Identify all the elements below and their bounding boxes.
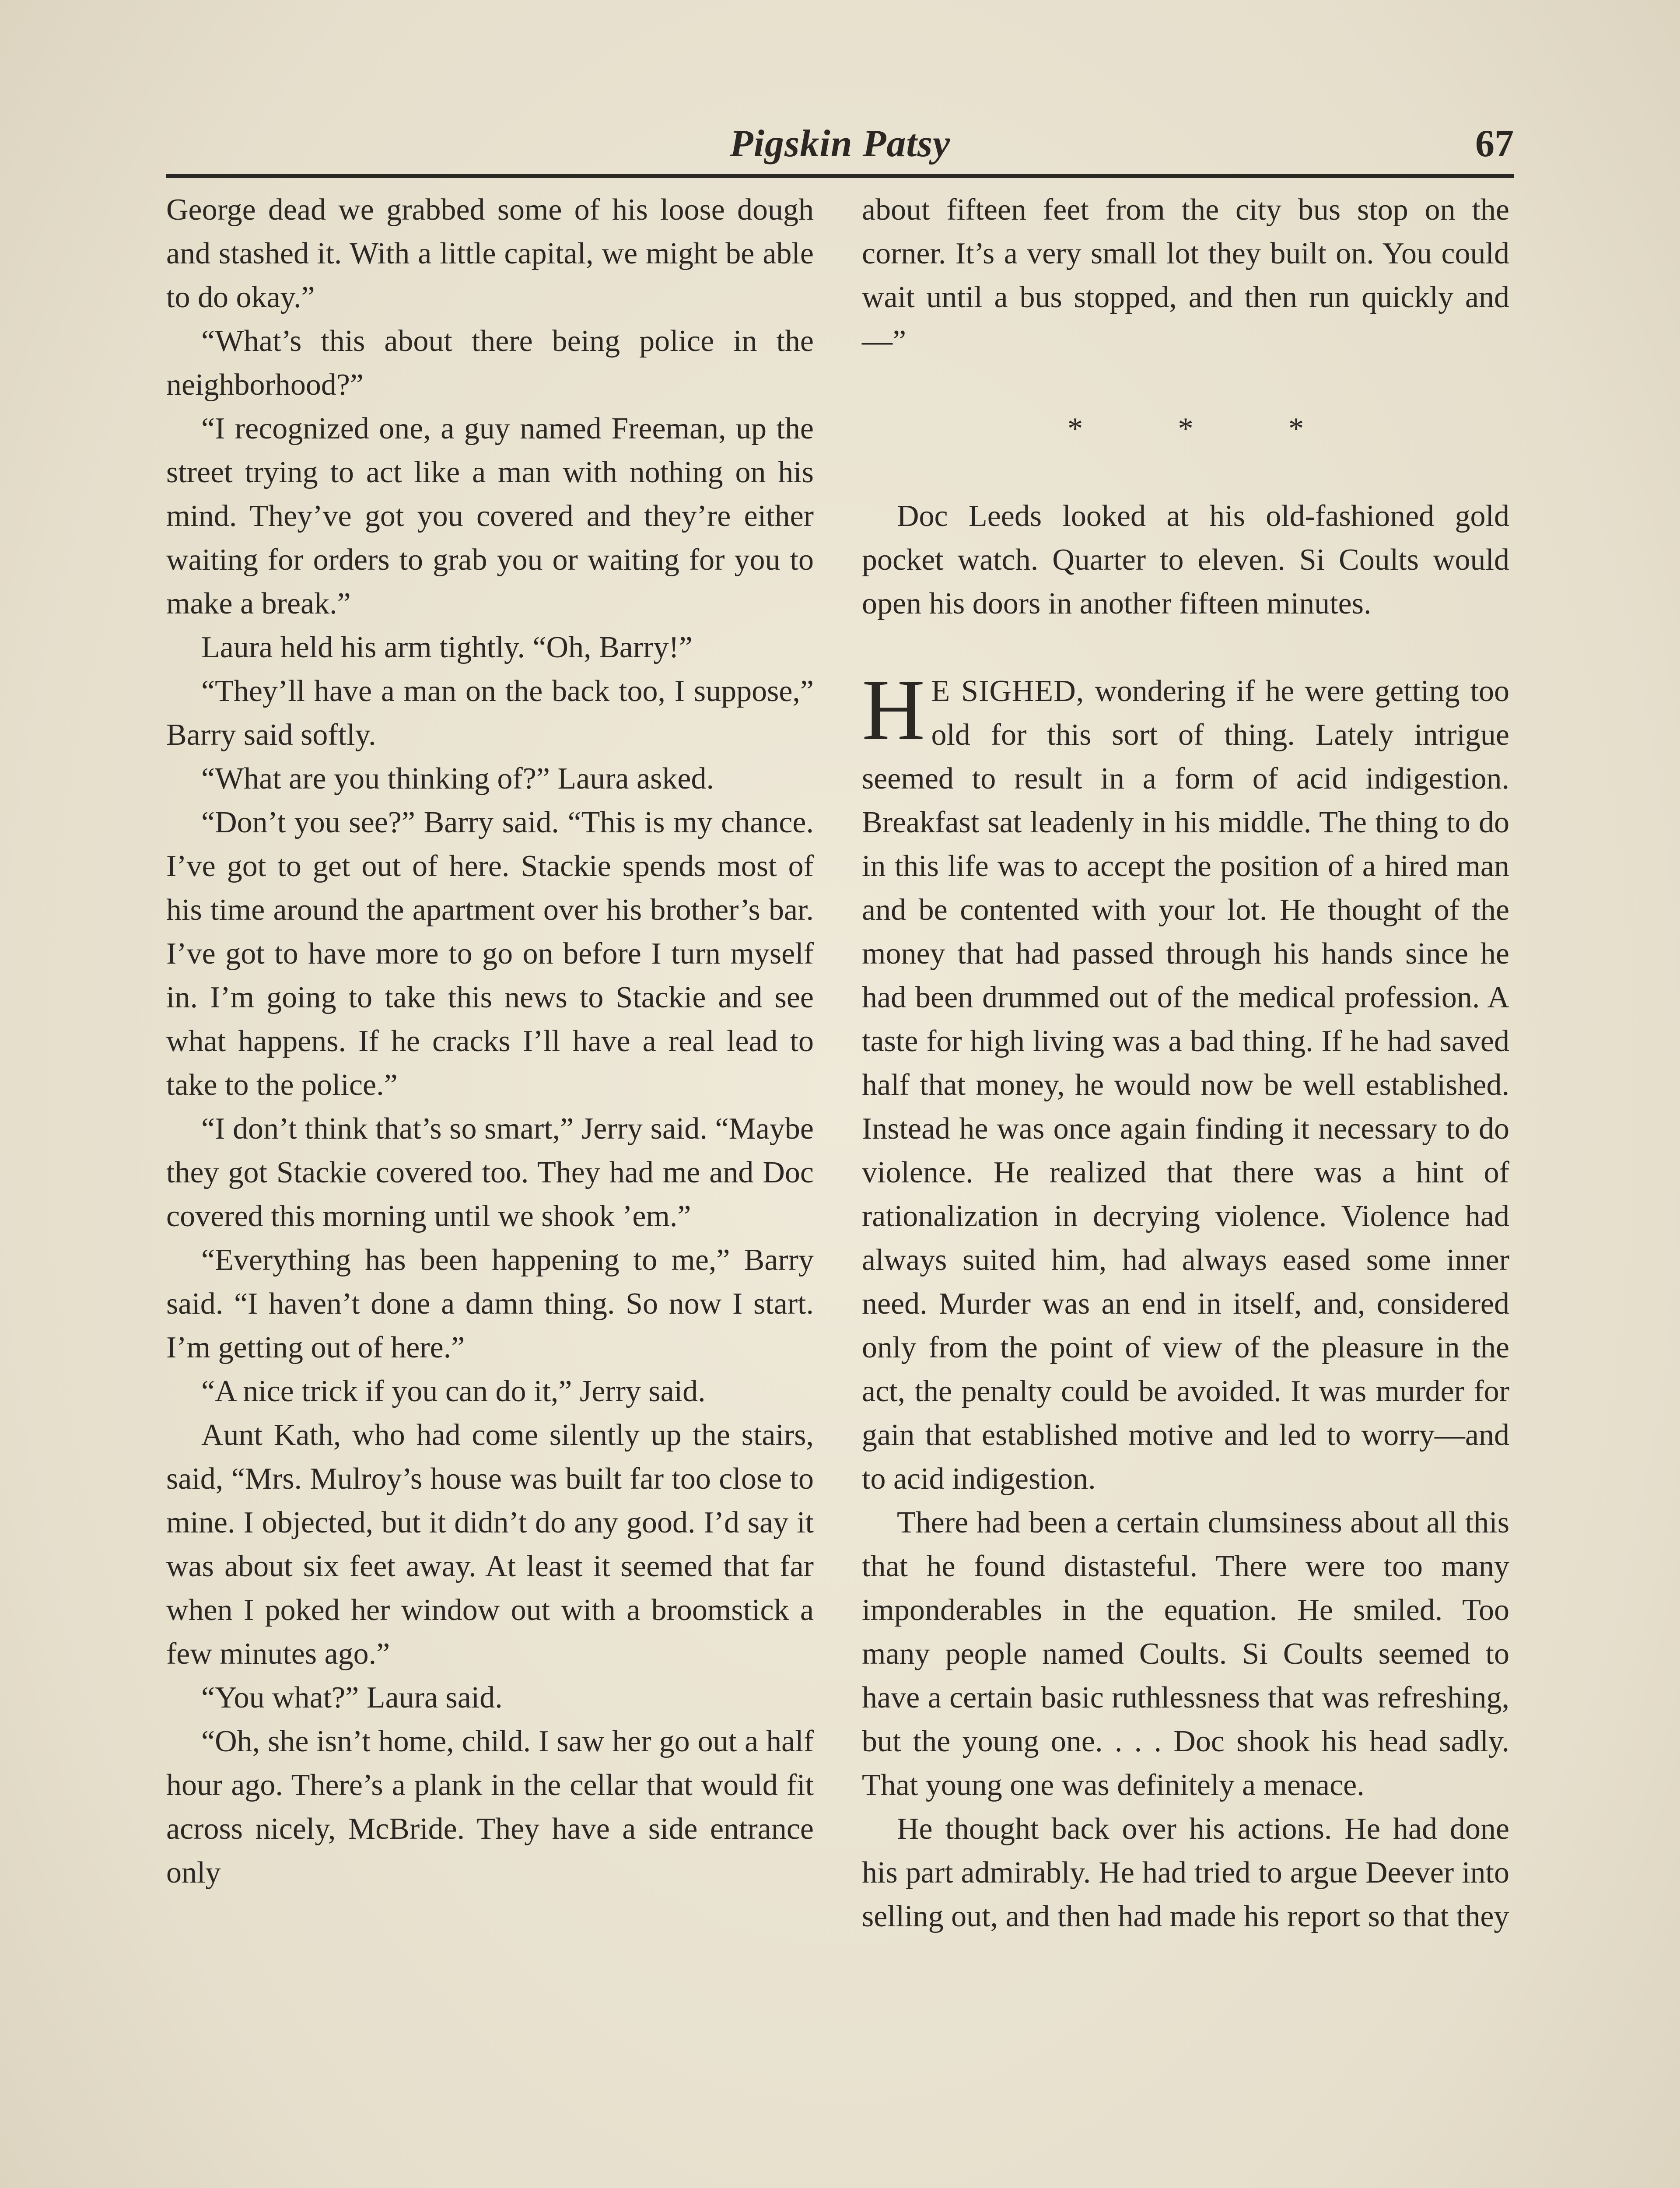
scene-break: * * *	[1068, 412, 1348, 445]
paragraph: Laura held his arm tightly. “Oh, Barry!”	[201, 631, 693, 664]
paragraph: “Oh, she isn’t home, child. I saw her go out a half hour ago. There’s a plank in the cellar that would fit across nicely, McBride. They have a side entrance only	[166, 1725, 814, 1890]
paragraph: “You what?” Laura said.	[201, 1681, 503, 1715]
right-column	[862, 188, 1509, 1939]
dropcap-paragraph-text: wondering if he were getting too old for this sort of thing. Lately intrigue seemed to result in a form of acid indigestion. Breakfast sat leadenly in his middle. The thing to do in this life was to accept the position of a hired man and be contented with your lot. He thought of the money that had passed through his hands since he had been drummed out of the medical profession. A taste for high living was a bad thing. If he had saved half that money, he would now be well established. Instead he was once again finding it necessary to do violence. He realized that there was a hint of rationalization in decrying violence. Violence had always suited him, had always eased some inner need. Murder was an end in itself, and, considered only from the point of view of the pleasure in the act, the penalty could be avoided. It was murder for gain that established motive and led to worry—and to acid indigestion.	[862, 674, 1509, 1496]
paragraph: “Everything has been happening to me,” Barry said. “I haven’t done a damn thing. So now I start. I’m getting out of here.”	[166, 1243, 814, 1364]
paragraph: “What are you thinking of?” Laura asked.	[201, 762, 714, 796]
paragraph: about fifteen feet from the city bus stop on the corner. It’s a very small lot they built on. You could wait until a bus stopped, and then run quickly and—”	[862, 193, 1509, 358]
header-rule	[166, 174, 1514, 178]
paragraph: There had been a certain clumsiness about all this that he found distasteful. There were too many imponderables in the equation. He smiled. Too many people named Coults. Si Coults seemed to have a certain basic ruthlessness that was refreshing, but the young one. . . . Doc shook his head sadly. That young one was definitely a menace.	[862, 1506, 1509, 1802]
paragraph: Doc Leeds looked at his old-fashioned gold pocket watch. Quarter to eleven. Si Coults would open his doors in another fifteen minutes.	[862, 499, 1509, 621]
page-header	[166, 118, 1514, 171]
paragraph: George dead we grabbed some of his loose dough and stashed it. With a little capital, we might be able to do okay.”	[166, 193, 814, 314]
paragraph: Aunt Kath, who had come silently up the stairs, said, “Mrs. Mulroy’s house was built far too close to mine. I objected, but it didn’t do any good. I’d say it was about six feet away. At least it seemed that far when I poked her window out with a broomstick a few minutes ago.”	[166, 1418, 814, 1671]
left-column	[166, 188, 814, 1895]
dropcap-paragraph	[862, 662, 1509, 1501]
drop-cap: H	[862, 662, 925, 758]
paragraph: “Don’t you see?” Barry said. “This is my chance. I’ve got to get out of here. Stackie spends most of his time around the apartment over his brother’s bar. I’ve got to have more to go on before I turn myself in. I’m going to take this news to Stackie and see what happens. If he cracks I’ll have a real lead to take to the police.”	[166, 806, 814, 1102]
lead-in: E SIGHED,	[931, 674, 1085, 708]
paragraph: He thought back over his actions. He had done his part admirably. He had tried to argue Deever into selling out, and then had made his report so that they	[862, 1812, 1509, 1933]
paragraph: “I don’t think that’s so smart,” Jerry said. “Maybe they got Stackie covered too. They had me and Doc covered this morning until we shook ’em.”	[166, 1112, 814, 1233]
paragraph: “I recognized one, a guy named Freeman, up the street trying to act like a man with nothing on his mind. They’ve got you covered and they’re either waiting for orders to grab you or waiting for you to make a break.”	[166, 412, 814, 621]
page-number: 67	[1475, 123, 1514, 165]
paragraph: “A nice trick if you can do it,” Jerry said.	[201, 1375, 706, 1408]
running-title: Pigskin Patsy	[729, 123, 951, 165]
paragraph: “What’s this about there being police in the neighborhood?”	[166, 324, 814, 402]
paragraph: “They’ll have a man on the back too, I suppose,” Barry said softly.	[166, 674, 814, 752]
